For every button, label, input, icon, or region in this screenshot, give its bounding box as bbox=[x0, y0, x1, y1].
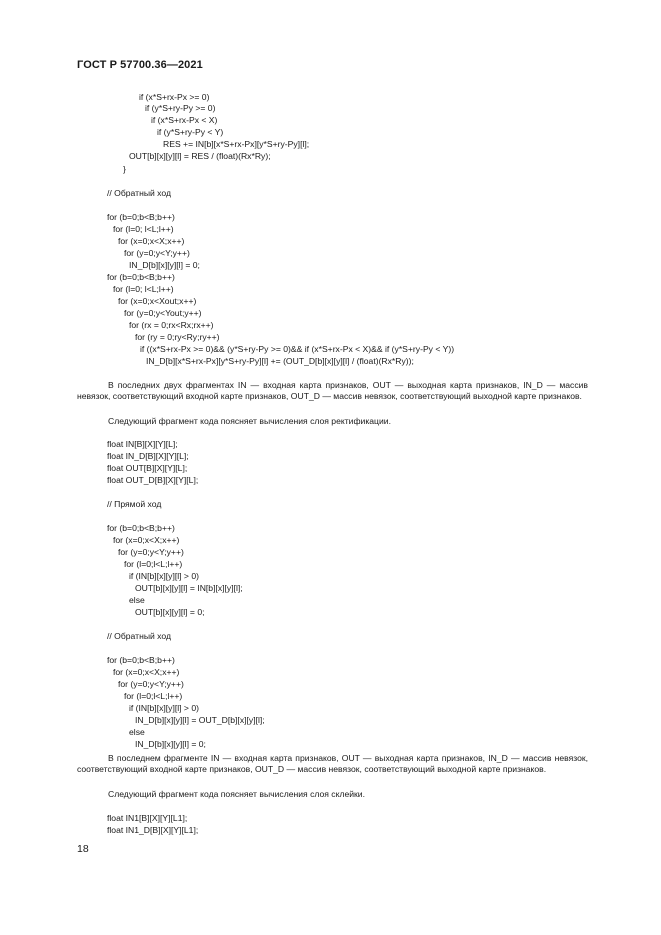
code-line: float IN_D[B][X][Y][L]; bbox=[107, 451, 189, 461]
code-line: for (b=0;b<B;b++) bbox=[107, 212, 175, 222]
code-line: IN_D[b][x*S+rx-Px][y*S+ry-Py][l] += (OUT_D[b][x][y][l] / (float)(Rx*Ry)); bbox=[146, 356, 414, 366]
code-line: if ((x*S+rx-Px >= 0)&& (y*S+ry-Py >= 0)&& if (x*S+rx-Px < X)&& if (y*S+ry-Py < Y)) bbox=[140, 344, 455, 354]
paragraph: Следующий фрагмент кода поясняет вычисления слоя склейки. bbox=[108, 789, 365, 799]
code-line: float IN1[B][X][Y][L1]; bbox=[107, 813, 188, 823]
code-line: if (y*S+ry-Py < Y) bbox=[157, 127, 224, 137]
code-comment: // Прямой ход bbox=[107, 499, 162, 509]
code-line: IN_D[b][x][y][l] = OUT_D[b][x][y][l]; bbox=[135, 715, 265, 725]
code-line: IN_D[b][x][y][l] = 0; bbox=[129, 260, 200, 270]
code-line: for (x=0;x<X;x++) bbox=[113, 667, 180, 677]
code-comment: // Обратный ход bbox=[107, 631, 171, 641]
code-line: for (l=0;l<L;l++) bbox=[124, 691, 183, 701]
code-line: IN_D[b][x][y][l] = 0; bbox=[135, 739, 206, 749]
code-line: RES += IN[b][x*S+rx-Px][y*S+ry-Py][l]; bbox=[163, 139, 310, 149]
code-line: for (ry = 0;ry<Ry;ry++) bbox=[135, 332, 220, 342]
code-comment: // Обратный ход bbox=[107, 188, 171, 198]
code-line: for (y=0;y<Y;y++) bbox=[118, 547, 184, 557]
code-line: for (b=0;b<B;b++) bbox=[107, 523, 175, 533]
code-line: for (y=0;y<Y;y++) bbox=[124, 248, 190, 258]
code-line: for (x=0;x<X;x++) bbox=[113, 535, 180, 545]
code-line: for (y=0;y<Yout;y++) bbox=[124, 308, 202, 318]
code-line: OUT[b][x][y][l] = 0; bbox=[135, 607, 205, 617]
code-line: if (IN[b][x][y][l] > 0) bbox=[129, 703, 199, 713]
code-line: OUT[b][x][y][l] = RES / (float)(Rx*Ry); bbox=[129, 151, 271, 161]
code-line: OUT[b][x][y][l] = IN[b][x][y][l]; bbox=[135, 583, 243, 593]
code-line: for (l=0; l<L;l++) bbox=[113, 224, 174, 234]
code-line: for (x=0;x<X;x++) bbox=[118, 236, 185, 246]
code-line: for (x=0;x<Xout;x++) bbox=[118, 296, 197, 306]
code-line: float OUT[B][X][Y][L]; bbox=[107, 463, 188, 473]
code-line: } bbox=[123, 164, 126, 174]
code-line: for (l=0; l<L;l++) bbox=[113, 284, 174, 294]
code-line: for (l=0;l<L;l++) bbox=[124, 559, 183, 569]
page-number: 18 bbox=[77, 843, 89, 855]
code-line: if (y*S+ry-Py >= 0) bbox=[145, 103, 216, 113]
code-line: float OUT_D[B][X][Y][L]; bbox=[107, 475, 199, 485]
code-line: float IN[B][X][Y][L]; bbox=[107, 439, 178, 449]
code-line: for (y=0;y<Y;y++) bbox=[118, 679, 184, 689]
paragraph: В последнем фрагменте IN — входная карта признаков, OUT — выходная карта признаков, IN_D — массив невязок, соответствующий входной карте признаков, OUT_D — массив невязок, соответствующий выходной карте признаков. bbox=[77, 753, 588, 774]
document-header: ГОСТ Р 57700.36—2021 bbox=[77, 59, 203, 71]
code-line: if (IN[b][x][y][l] > 0) bbox=[129, 571, 199, 581]
paragraph: В последних двух фрагментах IN — входная карта признаков, OUT — выходная карта признаков, IN_D — массив невязок, соответствующий входной карте признаков, OUT_D — массив невязок, соответствующий выходной карте признаков. bbox=[77, 380, 588, 401]
code-line: else bbox=[129, 595, 145, 605]
code-line: for (b=0;b<B;b++) bbox=[107, 655, 175, 665]
code-line: if (x*S+rx-Px >= 0) bbox=[139, 92, 210, 102]
code-line: float IN1_D[B][X][Y][L1]; bbox=[107, 825, 199, 835]
paragraph: Следующий фрагмент кода поясняет вычисления слоя ректификации. bbox=[108, 416, 391, 426]
code-line: for (rx = 0;rx<Rx;rx++) bbox=[129, 320, 214, 330]
code-line: else bbox=[129, 727, 145, 737]
code-line: for (b=0;b<B;b++) bbox=[107, 272, 175, 282]
code-line: if (x*S+rx-Px < X) bbox=[151, 115, 218, 125]
